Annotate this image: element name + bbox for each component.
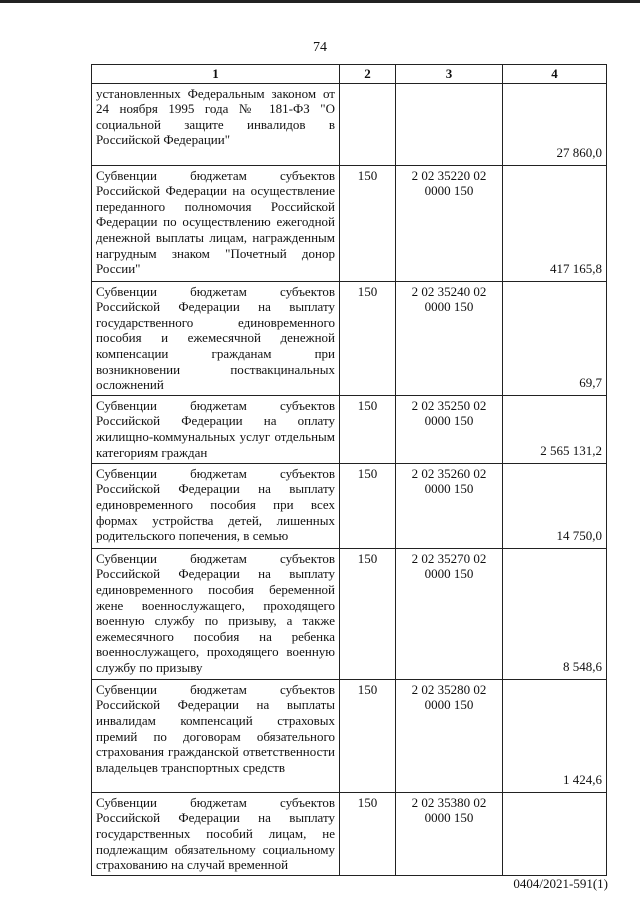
row-kbk-code: 2 02 35260 02 0000 150 xyxy=(396,463,503,548)
column-header: 4 xyxy=(503,65,607,84)
row-description: Субвенции бюджетам субъектов Российской Федерации на выплату государственных пособий лицам, не подлежащим обязательному социальному страхованию на случай временной xyxy=(92,792,340,875)
row-kbk-code: 2 02 35240 02 0000 150 xyxy=(396,281,503,395)
document-id: 0404/2021-591(1) xyxy=(513,876,608,891)
top-rule xyxy=(0,0,640,3)
column-header: 3 xyxy=(396,65,503,84)
budget-table xyxy=(91,64,607,876)
row-amount: 8 548,6 xyxy=(503,548,607,679)
row-description: Субвенции бюджетам субъектов Российской Федерации на выплату государственного единовременного пособия и ежемесячной денежной компенсации гражданам при возникновении поствакцинальных осложнений xyxy=(92,281,340,395)
row-code: 150 xyxy=(340,792,396,875)
table-row xyxy=(92,792,607,875)
table-row xyxy=(92,548,607,679)
row-kbk-code: 2 02 35250 02 0000 150 xyxy=(396,395,503,463)
table-row xyxy=(92,281,607,395)
table-row xyxy=(92,395,607,463)
row-kbk-code: 2 02 35220 02 0000 150 xyxy=(396,165,503,281)
page-number: 74 xyxy=(313,40,327,55)
row-description: Субвенции бюджетам субъектов Российской Федерации на выплату единовременного пособия беременной жене военнослужащего, проходящего военную службу по призыву, а также ежемесячного пособия на ребенка военнослужащего, проходящего военную службу по призыву xyxy=(92,548,340,679)
row-amount: 69,7 xyxy=(503,281,607,395)
row-kbk-code: 2 02 35380 02 0000 150 xyxy=(396,792,503,875)
row-code: 150 xyxy=(340,679,396,792)
table-row xyxy=(92,679,607,792)
row-code: 150 xyxy=(340,548,396,679)
row-amount: 14 750,0 xyxy=(503,463,607,548)
row-description: Субвенции бюджетам субъектов Российской Федерации на осуществление переданного полномочия Российской Федерации по осуществлению ежегодной денежной выплаты лицам, награжденным нагрудным знаком "Почетный донор России" xyxy=(92,165,340,281)
column-header: 1 xyxy=(92,65,340,84)
table-header-row xyxy=(92,65,607,84)
row-code: 150 xyxy=(340,281,396,395)
column-header: 2 xyxy=(340,65,396,84)
table-row xyxy=(92,165,607,281)
row-amount: 417 165,8 xyxy=(503,165,607,281)
row-kbk-code: 2 02 35280 02 0000 150 xyxy=(396,679,503,792)
row-amount xyxy=(503,792,607,875)
row-code xyxy=(340,83,396,165)
row-description: Субвенции бюджетам субъектов Российской Федерации на оплату жилищно-коммунальных услуг отдельным категориям граждан xyxy=(92,395,340,463)
table-row xyxy=(92,83,607,165)
row-code: 150 xyxy=(340,463,396,548)
row-description: Субвенции бюджетам субъектов Российской Федерации на выплату единовременного пособия при всех формах устройства детей, лишенных родительского попечения, в семью xyxy=(92,463,340,548)
row-code: 150 xyxy=(340,395,396,463)
row-amount: 2 565 131,2 xyxy=(503,395,607,463)
table-row xyxy=(92,463,607,548)
row-amount: 1 424,6 xyxy=(503,679,607,792)
row-kbk-code xyxy=(396,83,503,165)
row-description: Субвенции бюджетам субъектов Российской Федерации на выплаты инвалидам компенсаций страховых премий по договорам обязательного страхования гражданской ответственности владельцев транспортных средств xyxy=(92,679,340,792)
row-amount: 27 860,0 xyxy=(503,83,607,165)
row-kbk-code: 2 02 35270 02 0000 150 xyxy=(396,548,503,679)
row-code: 150 xyxy=(340,165,396,281)
row-description: установленных Федеральным законом от 24 ноября 1995 года № 181-ФЗ "О социальной защите инвалидов в Российской Федерации" xyxy=(92,83,340,165)
